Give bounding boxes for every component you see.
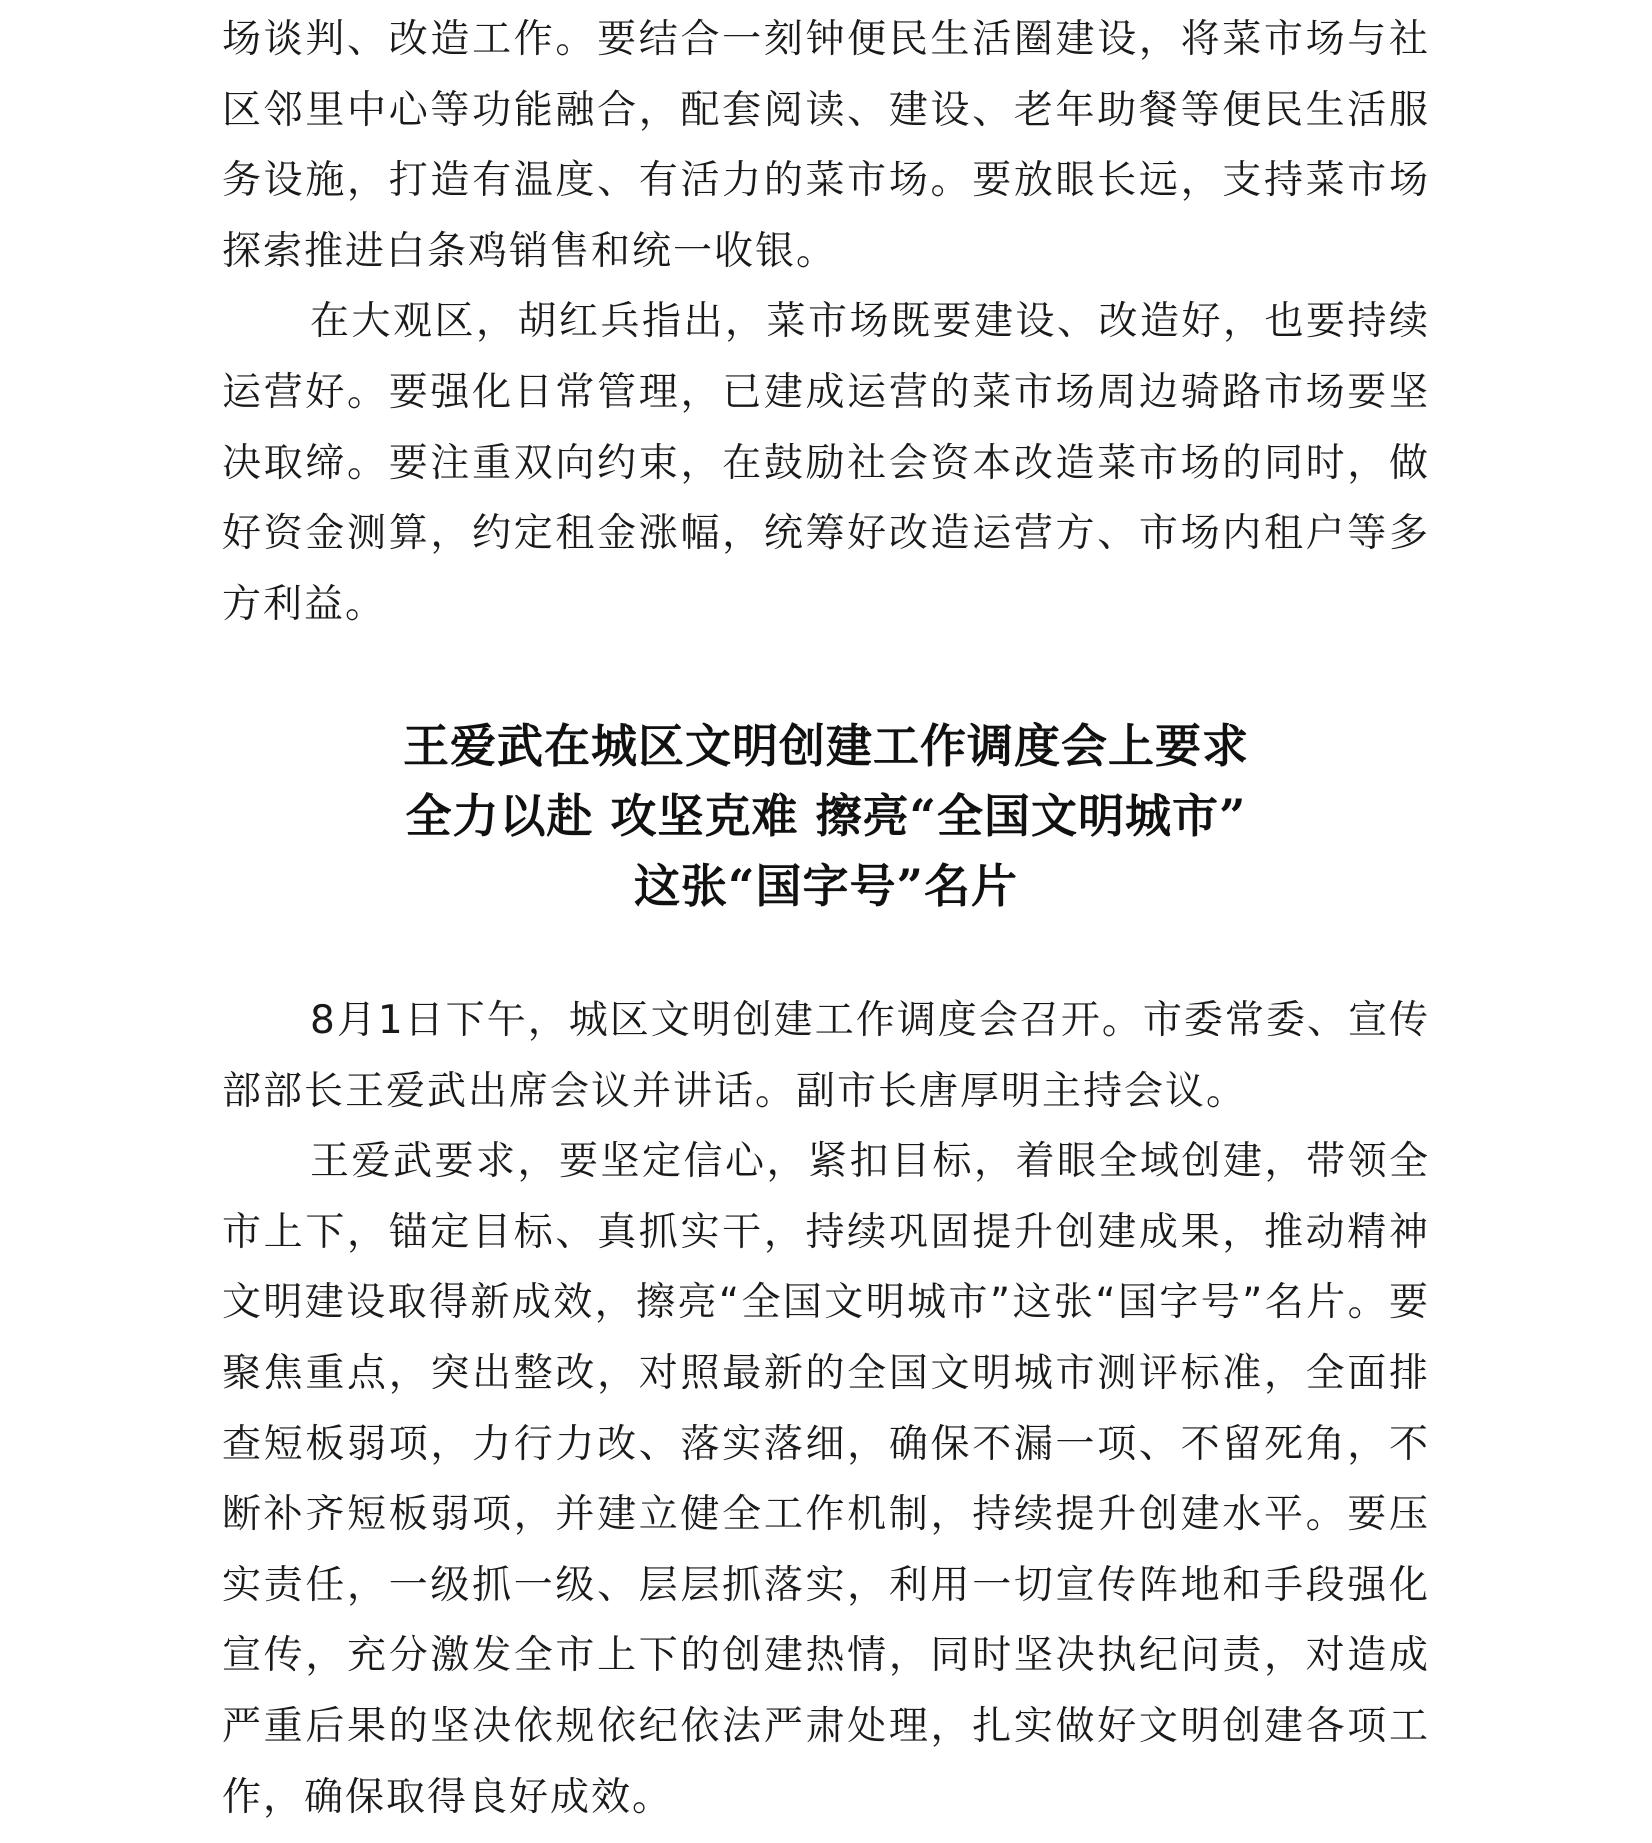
headline-line: 王爱武在城区文明创建工作调度会上要求	[403, 719, 1249, 773]
headline-line: 这张“国字号”名片	[634, 859, 1018, 913]
headline-line: 全力以赴 攻坚克难 擦亮“全国文明城市”	[405, 789, 1247, 843]
paragraph: 在大观区，胡红兵指出，菜市场既要建设、改造好，也要持续运营好。要强化日常管理，已建成运营的菜市场周边骑路市场要坚决取缔。要注重双向约束，在鼓励社会资本改造菜市场的同时，做好资金测算，约定租金涨幅，统筹好改造运营方、市场内租户等多方利益。	[222, 299, 1430, 627]
paragraph: 8月1日下午，城区文明创建工作调度会召开。市委常委、宣传部部长王爱武出席会议并讲话。副市长唐厚明主持会议。	[222, 998, 1430, 1114]
paragraph: 场谈判、改造工作。要结合一刻钟便民生活圈建设，将菜市场与社区邻里中心等功能融合，配套阅读、建设、老年助餐等便民生活服务设施，打造有温度、有活力的菜市场。要放眼长远，支持菜市场探索推进白条鸡销售和统一收银。	[222, 17, 1430, 274]
paragraph: 王爱武要求，要坚定信心，紧扣目标，着眼全域创建，带领全市上下，锚定目标、真抓实干，持续巩固提升创建成果，推动精神文明建设取得新成效，擦亮“全国文明城市”这张“国字号”名片。要聚焦重点，突出整改，对照最新的全国文明城市测评标准，全面排查短板弱项，力行力改、落实落细，确保不漏一项、不留死角，不断补齐短板弱项，并建立健全工作机制，持续提升创建水平。要压实责任，一级抓一级、层层抓落实，利用一切宣传阵地和手段强化宣传，充分激发全市上下的创建热情，同时坚决执纪问责，对造成严重后果的坚决依规依纪依法严肃处理，扎实做好文明创建各项工作，确保取得良好成效。	[222, 1139, 1430, 1820]
article-headline	[222, 711, 1430, 921]
article-body	[222, 986, 1430, 1833]
previous-article-body	[222, 5, 1430, 640]
